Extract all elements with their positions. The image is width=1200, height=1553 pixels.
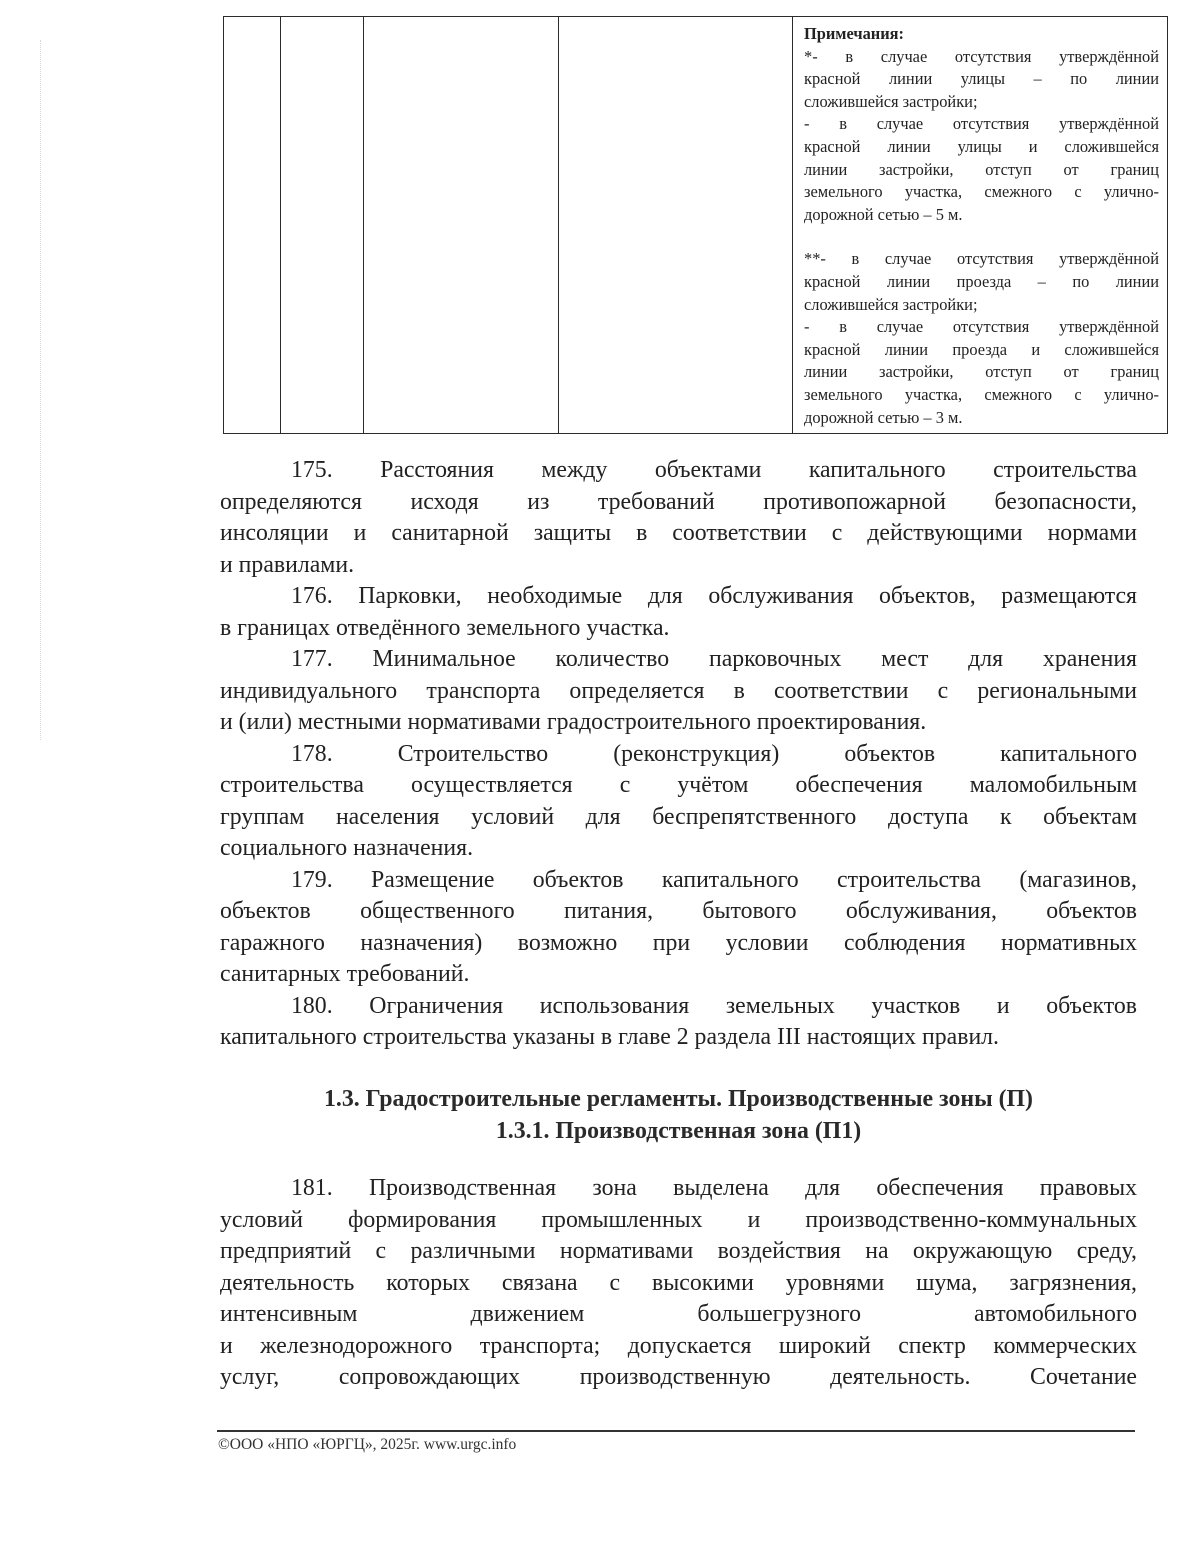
subsection-heading: 1.3.1. Производственная зона (П1) [495,1118,862,1144]
regulation-table [223,16,1168,434]
notes-line: **- в случае отсутствия утверждённой [804,249,1159,269]
paragraph-178 [220,739,1137,865]
paragraph-line: и железнодорожного транспорта; допускается широкий спектр коммерческих [220,1332,1137,1359]
notes-line: дорожной сетью – 5 м. [804,204,963,224]
paragraphs-175-180 [220,455,1137,1054]
paragraph-line: санитарных требований. [220,961,470,987]
notes-line: земельного участка, смежного с улично- [804,182,1159,202]
regulation-table-fragment [223,16,1167,425]
table-cell-3 [364,17,559,434]
paragraph-line: гаражного назначения) возможно при условии соблюдения нормативных [220,929,1137,956]
paragraph-line: инсоляции и санитарной защиты в соответствии с действующими нормами [220,520,1137,546]
notes-line: красной линии улицы – по линии [804,69,1159,89]
notes-line: земельного участка, смежного с улично- [804,384,1159,404]
paragraph-line: социального назначения. [220,835,474,861]
paragraph-175 [220,455,1137,581]
paragraph-180 [220,991,1137,1054]
paragraph-line: 175. Расстояния между объектами капитального строительства [291,457,1137,483]
paragraph-line: индивидуального транспорта определяется в соответствии с региональными [220,677,1137,704]
notes-line: дорожной сетью – 3 м. [804,407,963,427]
paragraph-line: интенсивным движением большегрузного автомобильного [220,1301,1137,1327]
footer-copyright: ©ООО «НПО «ЮРГЦ», 2025г. www.urgc.info [218,1436,517,1453]
notes-line: красной линии проезда и сложившейся [804,339,1159,359]
table-cell-notes [793,17,1168,434]
paragraph-line: строительства осуществляется с учётом обеспечения маломобильным [220,772,1137,798]
notes-spacer [804,226,1159,248]
paragraph-line: капитального строительства указаны в главе 2 раздела III настоящих правил. [220,1024,999,1050]
footer-divider [217,1430,1135,1432]
paragraph-176 [220,581,1137,644]
notes-line: - в случае отсутствия утверждённой [804,317,1159,337]
paragraph-line: 177. Минимальное количество парковочных мест для хранения [291,646,1137,672]
notes-line: сложившейся застройки; [804,294,978,314]
paragraph-line: условий формирования промышленных и производственно-коммунальных [220,1206,1137,1233]
scan-margin-mark [40,40,42,740]
notes-line: красной линии проезда – по линии [804,271,1159,291]
notes-line: линии застройки, отступ от границ [804,159,1159,179]
paragraph-179 [220,865,1137,991]
table-cell-1 [224,17,281,434]
section-headings [220,1083,1137,1147]
notes-title: Примечания: [804,24,904,43]
paragraph-line: 180. Ограничения использования земельных участков и объектов [291,992,1137,1019]
table-row [224,17,1168,434]
paragraph-177 [220,644,1137,739]
paragraph-line: и (или) местными нормативами градостроительного проектирования. [220,709,927,735]
paragraph-line: 178. Строительство (реконструкция) объектов капитального [291,740,1137,767]
notes-line: - в случае отсутствия утверждённой [804,114,1159,134]
notes-line: *- в случае отсутствия утверждённой [804,46,1159,66]
paragraph-line: 176. Парковки, необходимые для обслуживания объектов, размещаются [291,583,1137,609]
paragraph-line: в границах отведённого земельного участка. [220,614,670,641]
paragraph-line: услуг, сопровождающих производственную деятельность. Сочетание [220,1364,1137,1390]
table-cell-4 [559,17,793,434]
table-cell-2 [281,17,364,434]
section-heading: 1.3. Градостроительные регламенты. Производственные зоны (П) [324,1086,1033,1112]
paragraph-line: 179. Размещение объектов капитального строительства (магазинов, [291,866,1137,893]
paragraph-line: 181. Производственная зона выделена для обеспечения правовых [291,1175,1137,1201]
paragraph-line: и правилами. [220,551,355,578]
notes-line: красной линии улицы и сложившейся [804,136,1159,156]
paragraph-line: объектов общественного питания, бытового обслуживания, объектов [220,898,1137,924]
notes-line: сложившейся застройки; [804,91,978,111]
paragraph-line: определяются исходя из требований противопожарной безопасности, [220,488,1137,515]
paragraph-line: группам населения условий для беспрепятственного доступа к объектам [220,803,1137,830]
paragraph-181 [220,1173,1137,1394]
paragraph-line: деятельность которых связана с высокими уровнями шума, загрязнения, [220,1269,1137,1296]
paragraph-line: предприятий с различными нормативами воздействия на окружающую среду, [220,1238,1137,1264]
notes-line: линии застройки, отступ от границ [804,362,1159,382]
